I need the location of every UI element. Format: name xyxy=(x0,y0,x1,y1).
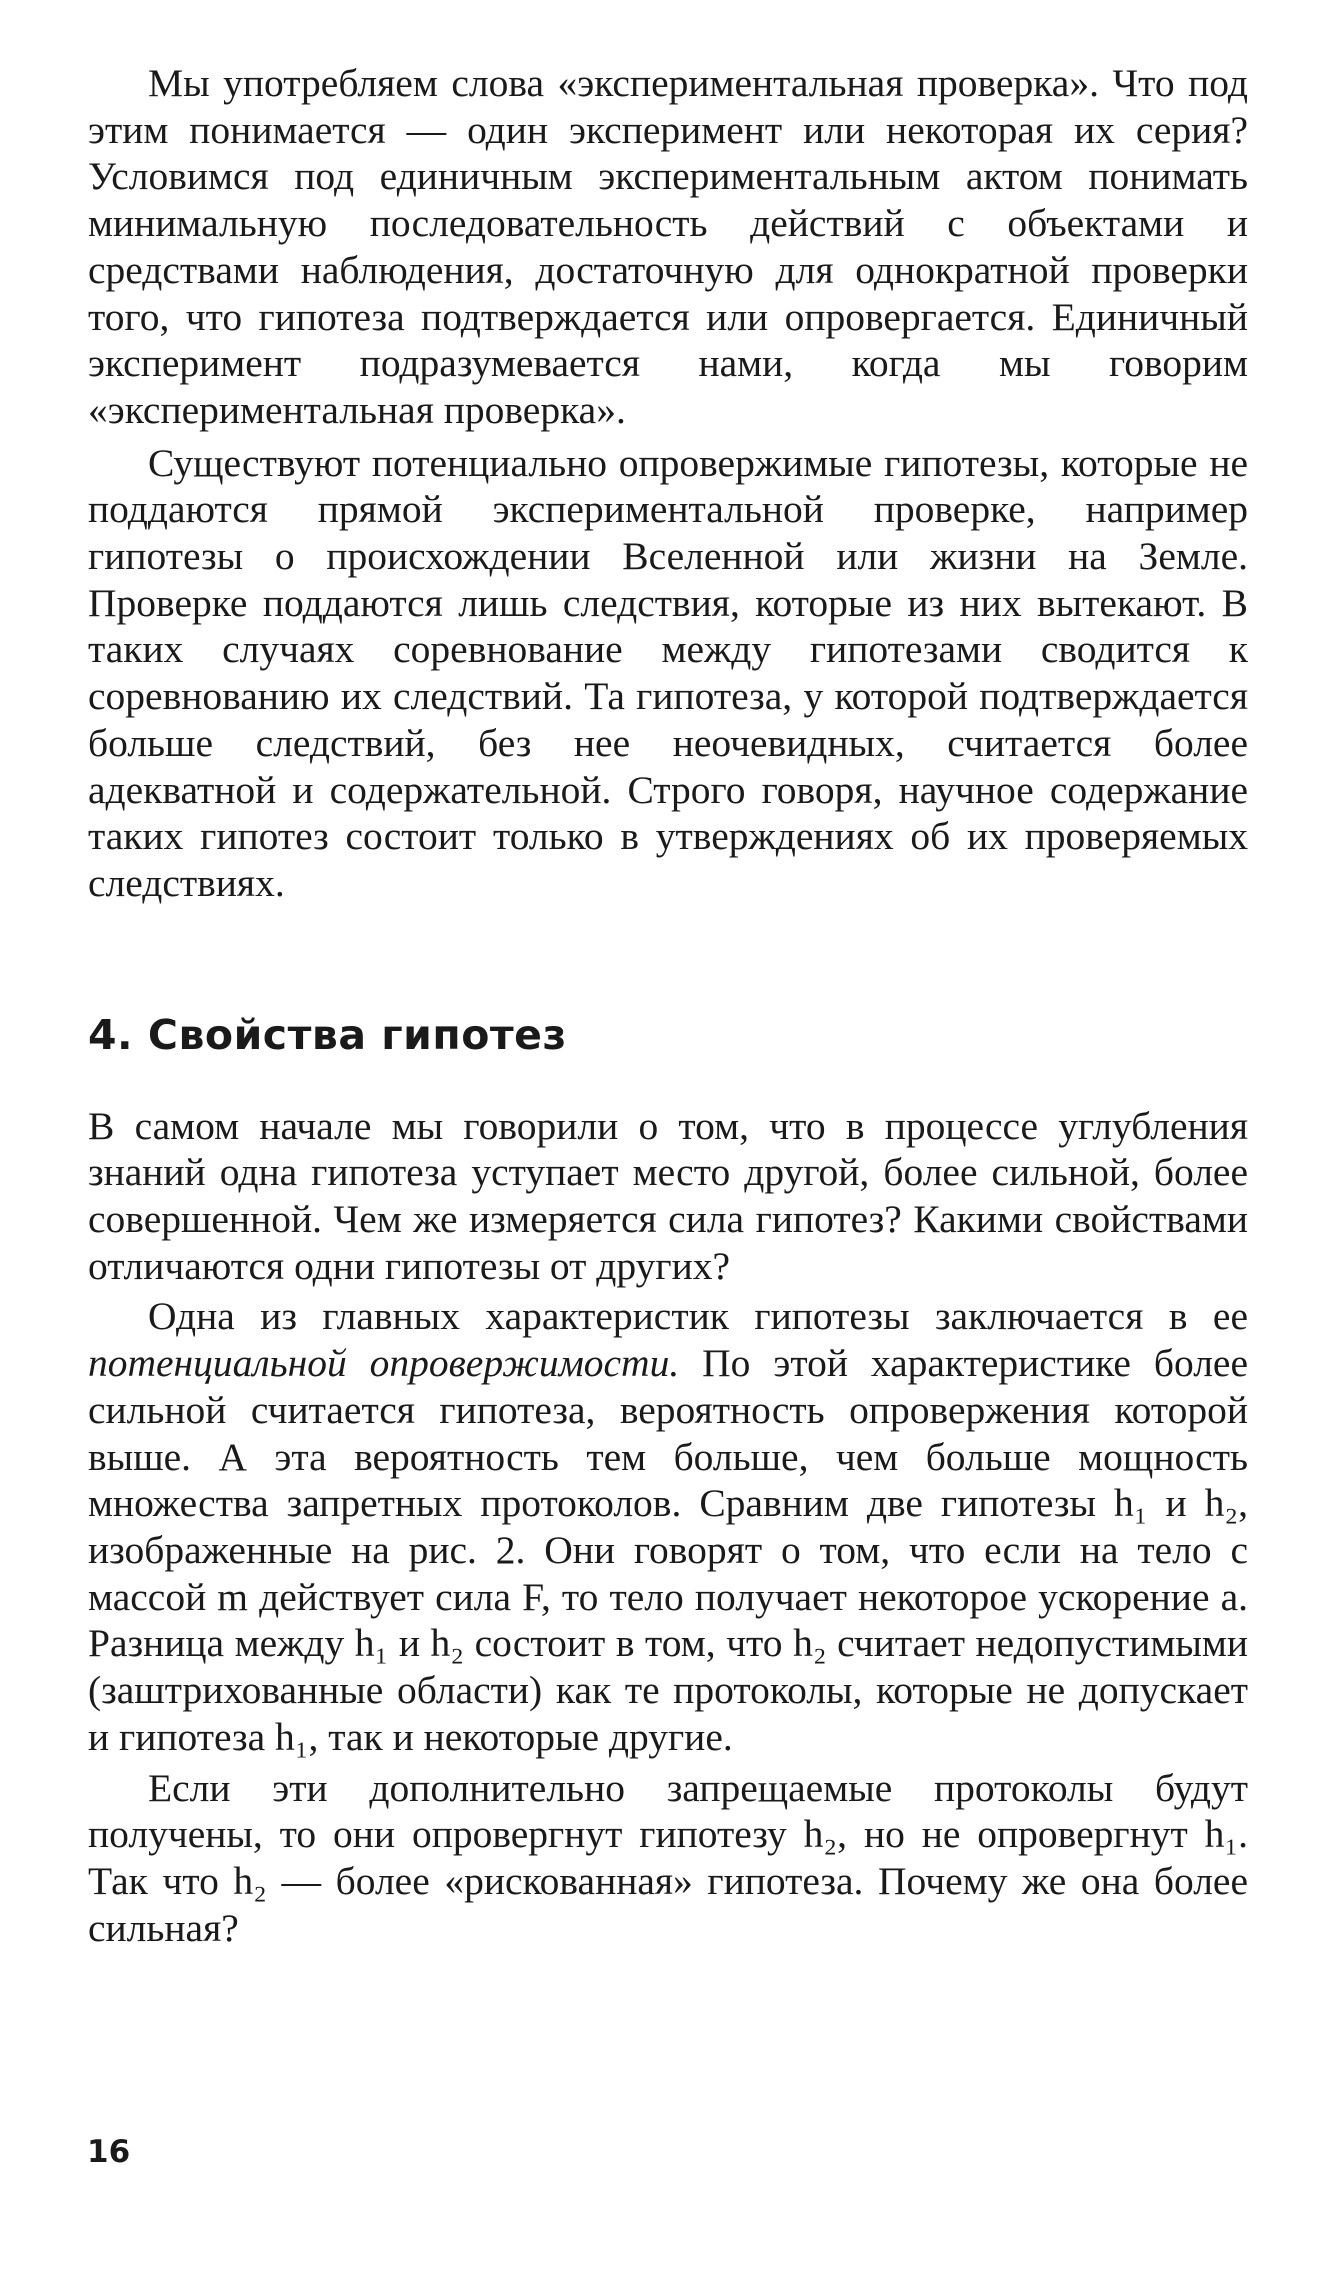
emphasized-term: потенциальной опровержимости. xyxy=(88,1341,680,1386)
paragraph-text: По этой характеристике более сильной считается гипотеза, вероятность опровержения которой выше. А эта вероятность тем больше, чем больше мощность множества запретных протоколов. Сравним две гипотезы h₁ и h₂, изображенные на рис. 2. Они говорят о том, что если на тело с массой m действует сила F, то тело получает некоторое ускорение a. Разница между h₁ и h₂ состоит в том, что h₂ считает недопустимыми (заштрихованные области) как те протоколы, которые не допускает и гипотеза h₁, так и некоторые другие. xyxy=(88,1341,1248,1759)
paragraph-strength-question: В самом начале мы говорили о том, что в процессе углубления знаний одна гипотеза уступает место другой, более сильной, более совершенной. Чем же измеряется сила гипотез? Какими свойствами отличаются одни гипотезы от других? xyxy=(88,1103,1248,1288)
paragraph-experimental-check: Мы употребляем слова «экспериментальная проверка». Что под этим понимается — один эксперимент или некоторая их серия? Условимся под единичным экспериментальным актом понимать минимальную последовательность действий с объектами и средствами наблюдения, достаточную для однократной проверки того, что гипотеза подтверждается или опровергается. Единичный эксперимент подразумевается нами, когда мы говорим «экспериментальная проверка». xyxy=(88,61,1248,432)
paragraph-risky-hypothesis: Если эти дополнительно запрещаемые протоколы будут получены, то они опровергнут гипотезу h₂, но не опровергнут h₁. Так что h₂ — более «рискованная» гипотеза. Почему же она более сильная? xyxy=(88,1765,1248,1950)
page-number: 16 xyxy=(87,2134,131,2170)
section-heading: 4. Свойства гипотез xyxy=(88,1010,567,1059)
paragraph-potential-refutability xyxy=(88,1293,1248,1760)
page-content xyxy=(88,60,1248,1951)
paragraph-refutable-hypotheses: Существуют потенциально опровержимые гипотезы, которые не поддаются прямой экспериментальной проверке, например гипотезы о происхождении Вселенной или жизни на Земле. Проверке поддаются лишь следствия, которые из них вытекают. В таких случаях соревнование между гипотезами сводится к соревнованию их следствий. Та гипотеза, у которой подтверждается больше следствий, без нее неочевидных, считается более адекватной и содержательной. Строго говоря, научное содержание таких гипотез состоит только в утверждениях об их проверяемых следствиях. xyxy=(88,440,1248,905)
paragraph-text: Одна из главных характеристик гипотезы заключается в ее xyxy=(148,1294,1248,1339)
